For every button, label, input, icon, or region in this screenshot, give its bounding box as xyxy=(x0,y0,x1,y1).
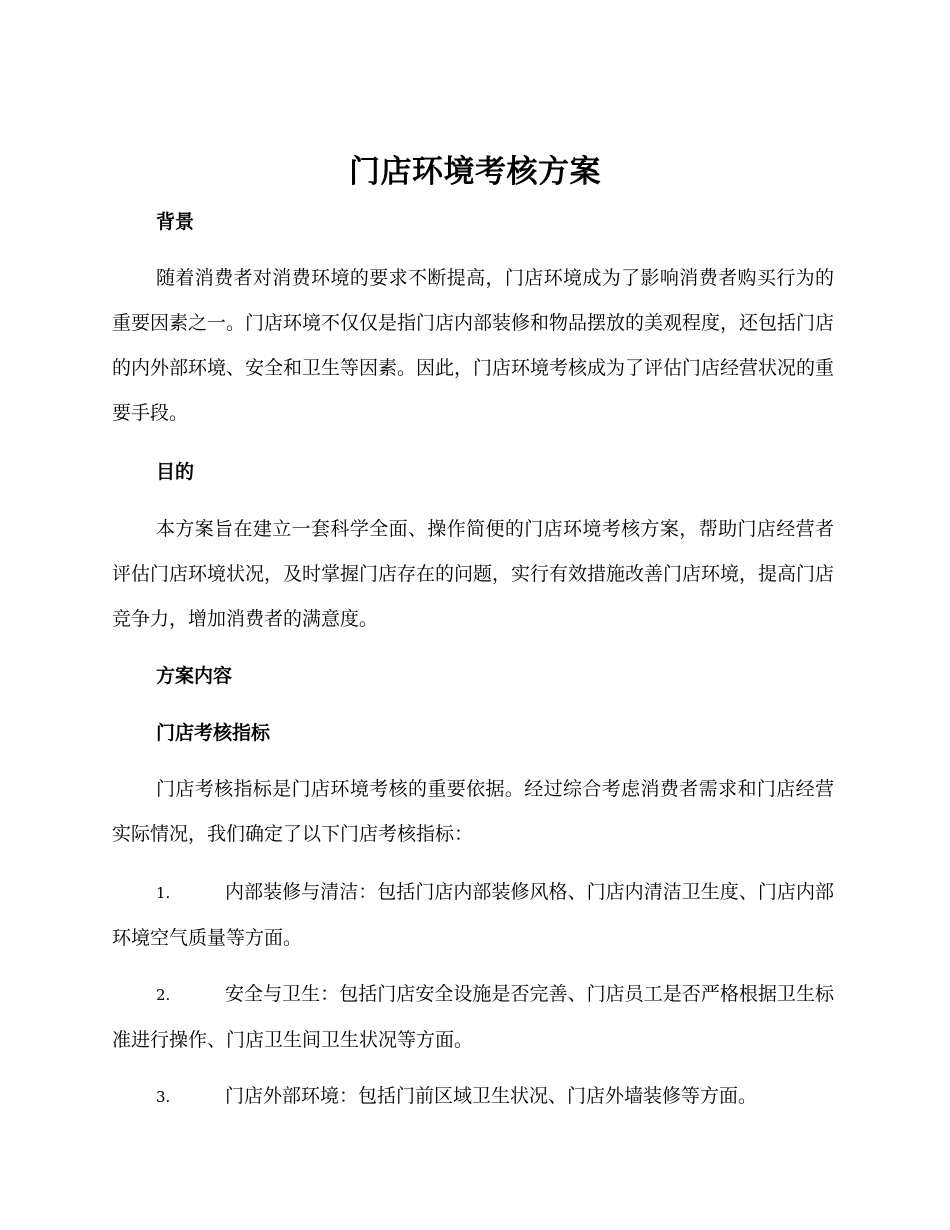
list-item-text: 安全与卫生：包括门店安全设施是否完善、门店员工是否严格根据卫生标准进行操作、门店卫生间卫生状况等方面。 xyxy=(112,983,834,1051)
list-item-number: 3. xyxy=(156,1088,171,1106)
list-item-number: 1. xyxy=(156,884,171,902)
heading-content: 方案内容 xyxy=(156,665,233,687)
heading-purpose: 目的 xyxy=(156,461,195,483)
list-item-number: 2. xyxy=(156,986,171,1004)
paragraph-indicators: 门店考核指标是门店环境考核的重要依据。经过综合考虑消费者需求和门店经营实际情况，我们确定了以下门店考核指标： xyxy=(112,778,834,845)
list-item xyxy=(112,1074,834,1120)
document-title: 门店环境考核方案 xyxy=(349,154,601,190)
heading-indicators: 门店考核指标 xyxy=(156,722,271,744)
list-item-text: 内部装修与清洁：包括门店内部装修风格、门店内清洁卫生度、门店内部环境空气质量等方面。 xyxy=(112,881,834,949)
list-item xyxy=(112,870,834,961)
paragraph-background: 随着消费者对消费环境的要求不断提高，门店环境成为了影响消费者购买行为的重要因素之一。门店环境不仅仅是指门店内部装修和物品摆放的美观程度，还包括门店的内外部环境、安全和卫生等因素。因此，门店环境考核成为了评估门店经营状况的重要手段。 xyxy=(112,267,835,424)
list-item-text: 门店外部环境：包括门前区域卫生状况、门店外墙装修等方面。 xyxy=(225,1085,758,1107)
paragraph-purpose: 本方案旨在建立一套科学全面、操作简便的门店环境考核方案，帮助门店经营者评估门店环境状况，及时掌握门店存在的问题，实行有效措施改善门店环境，提高门店竞争力，增加消费者的满意度。 xyxy=(112,518,835,630)
list-item xyxy=(112,972,834,1063)
heading-background: 背景 xyxy=(156,211,195,233)
